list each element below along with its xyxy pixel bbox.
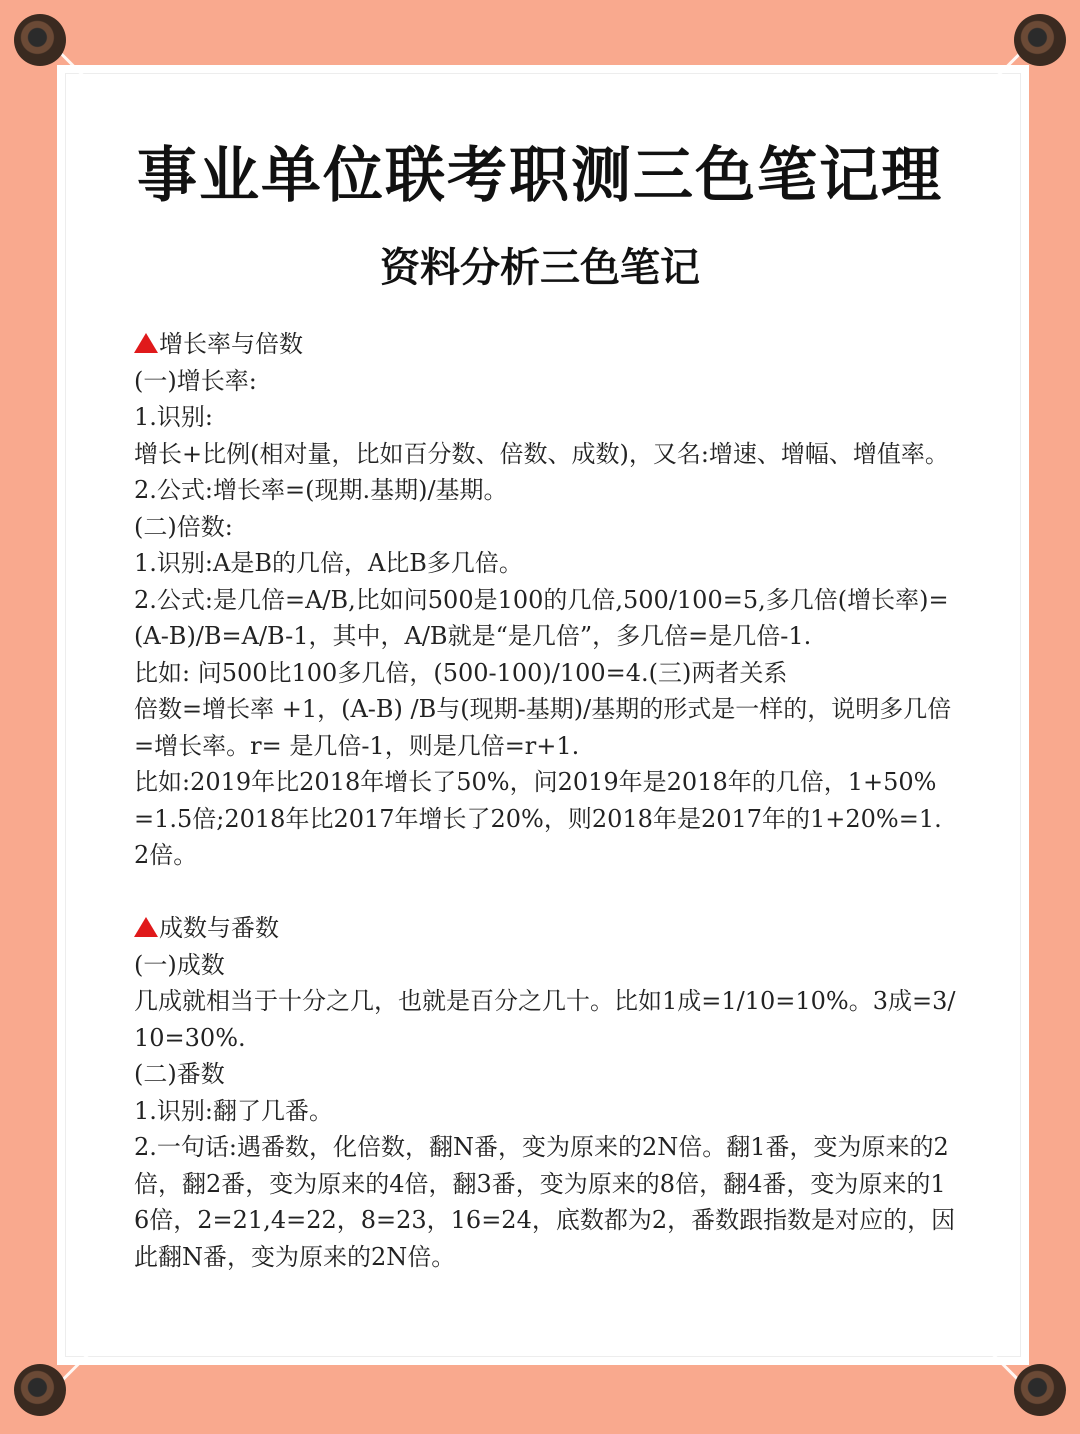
red-triangle-icon: [134, 917, 158, 937]
pin-icon: [14, 1364, 66, 1416]
note-line: (二)番数: [134, 1060, 225, 1088]
note-line: 几成就相当于十分之几，也就是百分之几十。比如1成=1/10=10%。3成=3/10=30%.: [134, 987, 956, 1052]
note-line: 1.识别:翻了几番。: [134, 1096, 333, 1125]
section-spacer: [134, 874, 956, 911]
note-line: 比如: 问500比100多几倍，(500-100)/100=4.(三)两者关系: [134, 658, 788, 687]
note-line: (一)成数: [134, 950, 225, 979]
note-line: 增长+比例(相对量，比如百分数、倍数、成数)，又名:增速、增幅、增值率。: [134, 439, 949, 468]
note-line: 倍数=增长率 +1，(A-B) /B与(现期-基期)/基期的形式是一样的，说明多几倍=增长率。r= 是几倍-1，则是几倍=r+1.: [134, 695, 952, 760]
note-line: (一)增长率:: [134, 366, 257, 395]
red-triangle-icon: [134, 333, 158, 353]
note-line: 2.公式:是几倍=A/B,比如问500是100的几倍,500/100=5,多几倍(增长率)=(A-B)/B=A/B-1，其中，A/B就是“是几倍”，多几倍=是几倍-1.: [134, 585, 949, 650]
section-heading: [134, 326, 956, 363]
pin-icon: [1014, 14, 1066, 66]
pin-icon: [1014, 1364, 1066, 1416]
note-line: (二)倍数:: [134, 512, 233, 541]
section-heading-label: 成数与番数: [159, 914, 279, 942]
pin-icon: [14, 14, 66, 66]
note-line: 2.一句话:遇番数，化倍数，翻N番，变为原来的2N倍。翻1番，变为原来的2倍，翻2番，变为原来的4倍，翻3番，变为原来的8倍，翻4番，变为原来的16倍，2=21,4=22，8=23，16=24，底数都为2，番数跟指数是对应的，因此翻N番，变为原来的2N倍。: [134, 1133, 956, 1271]
note-line: 2.公式:增长率=(现期.基期)/基期。: [134, 476, 508, 504]
section-heading: [134, 910, 956, 947]
notes-body: [134, 326, 956, 1275]
page-subtitle: 资料分析三色笔记: [380, 244, 700, 291]
note-line: 比如:2019年比2018年增长了50%，问2019年是2018年的几倍，1+50%=1.5倍;2018年比2017年增长了20%，则2018年是2017年的1+20%=1.2倍。: [134, 768, 942, 869]
section-heading-label: 增长率与倍数: [159, 330, 303, 358]
note-line: 1.识别:A是B的几倍，A比B多几倍。: [134, 549, 523, 577]
page-title: 事业单位联考职测三色笔记理: [137, 141, 943, 211]
note-line: 1.识别:: [134, 403, 213, 431]
